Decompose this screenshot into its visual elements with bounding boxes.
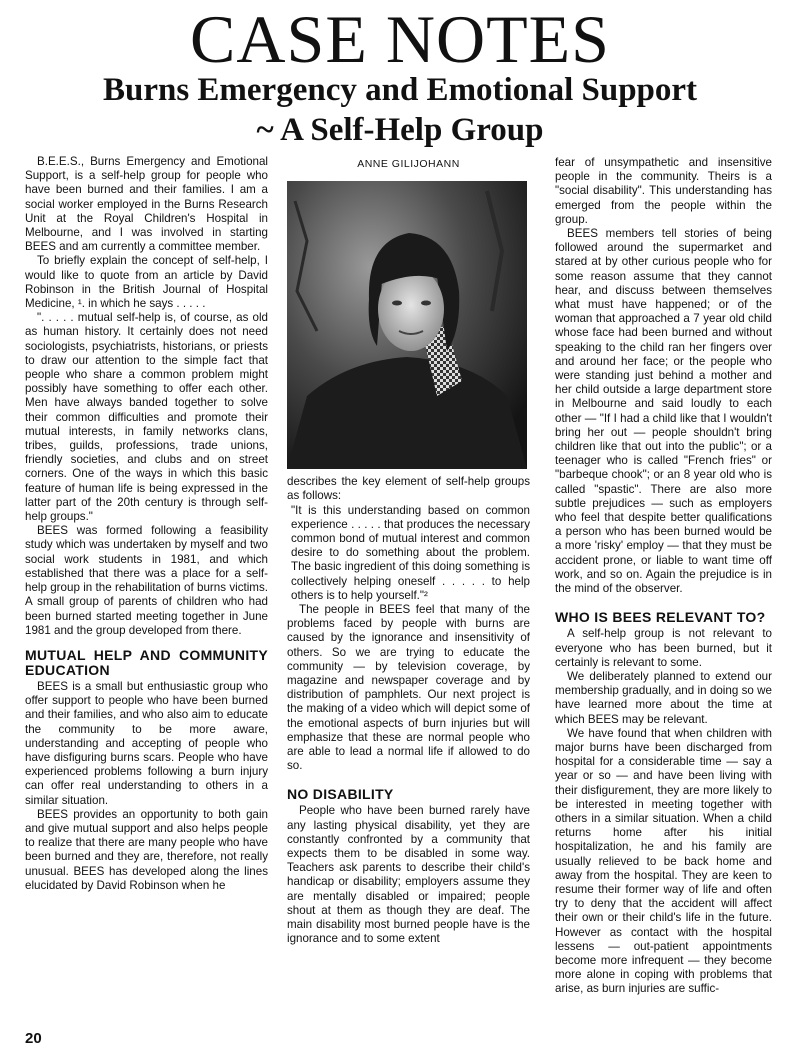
article-subtitle-line-1: Burns Emergency and Emotional Support	[102, 72, 698, 108]
masthead	[0, 1, 800, 150]
paragraph: The people in BEES feel that many of the problems faced by people with burns are caused by the ignorance and insensitivity of others. So we are trying to educate the community — by television coverage, by magazine and newspaper coverage and by distribution of pamphlets. Our next project is the making of a video which will depict some of the emotional aspects of burn injuries but will emphasize that these are normal people who are able to lead a normal life if allowed to do so.	[287, 603, 530, 773]
paragraph: B.E.E.S., Burns Emergency and Emotional Support, is a self-help group for people who have been burned and their families. I am a social worker employed in the Burns Research Unit at the Royal Children's Hospital in Melbourne, and I was involved in starting BEES and am currently a committee member.	[25, 155, 268, 254]
section-heading: WHO IS BEES RELEVANT TO?	[555, 609, 766, 626]
column-2	[287, 155, 530, 947]
paragraph: A self-help group is not relevant to everyone who has been burned, but it certainly is relevant to some.	[555, 627, 772, 669]
portrait-photo-icon	[287, 181, 527, 469]
paragraph: fear of unsympathetic and insensitive people in the community. Theirs is a "social disability". This understanding has emerged from the people within the group.	[555, 156, 772, 226]
column-1	[25, 155, 268, 893]
paragraph: To briefly explain the concept of self-help, I would like to quote from an article by David Robinson in the British Journal of Hospital Medicine, ¹. in which he says . . . . .	[25, 254, 268, 311]
paragraph: BEES members tell stories of being followed around the supermarket and stared at by other curious people who for some reason assume that they cannot hear, and discuss between themselves what must have happened; or of the woman that approached a 7 year old child whose face had been burned and without speaking to the child ran her fingers over and around her face; or the people who were standing just behind a mother and her child outside a large department store in Melbourne and said loudly to each other — "If I had a child like that I wouldn't bring her out — people shouldn't bring children like that out into the public"; or a teenager who is called "French fries" or "barbeque chook"; or an 8 year old who is called "spastic". There are also more subtle prejudices — such as employers who feel that despite better qualifications a person who has been burned would be a more 'risky' employ — that they must be accident prone, or liable to want time off work, and so on. Again the prejudice is in the mind of the observer.	[555, 227, 772, 596]
section-heading: NO DISABILITY	[287, 786, 394, 803]
paragraph: BEES provides an opportunity to both gain and give mutual support and also helps people to realize that there are many people who have been burned and they are, therefore, not really unusual. BEES has developed along the lines elucidated by David Robinson when he	[25, 807, 268, 892]
section-heading: MUTUAL HELP AND COMMUNITY EDUCATION	[25, 646, 268, 678]
paragraph: We deliberately planned to extend our membership gradually, and in doing so we have learned more about the time at which BEES may be relevant.	[555, 669, 772, 726]
article-subtitle-line-2: ~ A Self-Help Group	[256, 112, 544, 148]
paragraph: BEES is a small but enthusiastic group who offer support to people who have been burned and their families, and who also aim to educate the community to be more aware, understanding and accepting of people who have disfiguring burns scars. People who have experienced problems following a burn injury can offer real understanding to others in a similar situation.	[25, 679, 268, 807]
author-byline: ANNE GILIJOHANN	[357, 158, 460, 170]
column-3	[555, 156, 772, 997]
paragraph: We have found that when children with major burns have been discharged from hospital for a considerable time — say a year or so — and have been living with their disfigurement, they are more likely to be interested in meeting together with others in a similar situation. When a child returns home after his initial hospitalization, he and his family are usually relieved to be back home and away from the hospital. They are keen to resume their former way of life and often try to deny that the accident will affect their own or their child's life in the future. However as contact with the hospital lessens — out-patient appointments become more infrequent — they become more alone in coping with problems that arise, as burn injuries are suffic-	[555, 726, 772, 996]
author-photo	[287, 181, 527, 469]
page-title: CASE NOTES	[190, 1, 610, 77]
paragraph: describes the key element of self-help groups as follows:	[287, 475, 530, 503]
block-quote: "It is this understanding based on common experience . . . . . that produces the necessary common bond of mutual interest and common desire to do something about the problem. The basic ingredient of this doing something is collectively helping oneself . . . . . to help others is to help yourself."²	[291, 503, 530, 602]
page-number: 20	[25, 1030, 42, 1047]
paragraph: BEES was formed following a feasibility study which was undertaken by myself and two social work students in 1981, and which established that there was a place for a self-help group in the rehabilitation of burns victims. A small group of parents of children who had been burned started meeting together in June 1981 and the group developed from there.	[25, 524, 268, 637]
paragraph: People who have been burned rarely have any lasting physical disability, yet they are constantly confronted by a community that expects them to be disabled in some way. Teachers ask parents to describe their child's handicap or disability; employers assume they are mentally disabled or impaired; people shout at them as though they are deaf. The main disability most burned people have is the ignorance and to some extent	[287, 804, 530, 946]
paragraph: ". . . . . mutual self-help is, of course, as old as human history. It certainly does not need sociologists, psychiatrists, historians, or priests to draw our attention to the simple fact that people who share a common problem might possibly have something to offer each other. Men have always banded together to solve their common difficulties and promote their mutual interests, in family networks clans, tribes, guilds, professions, trade unions, friendly societies, and clubs and on street corners. One of the ways in which this basic feature of human life is being expressed in the latter part of the 20th century is through self-help groups."	[25, 311, 268, 524]
